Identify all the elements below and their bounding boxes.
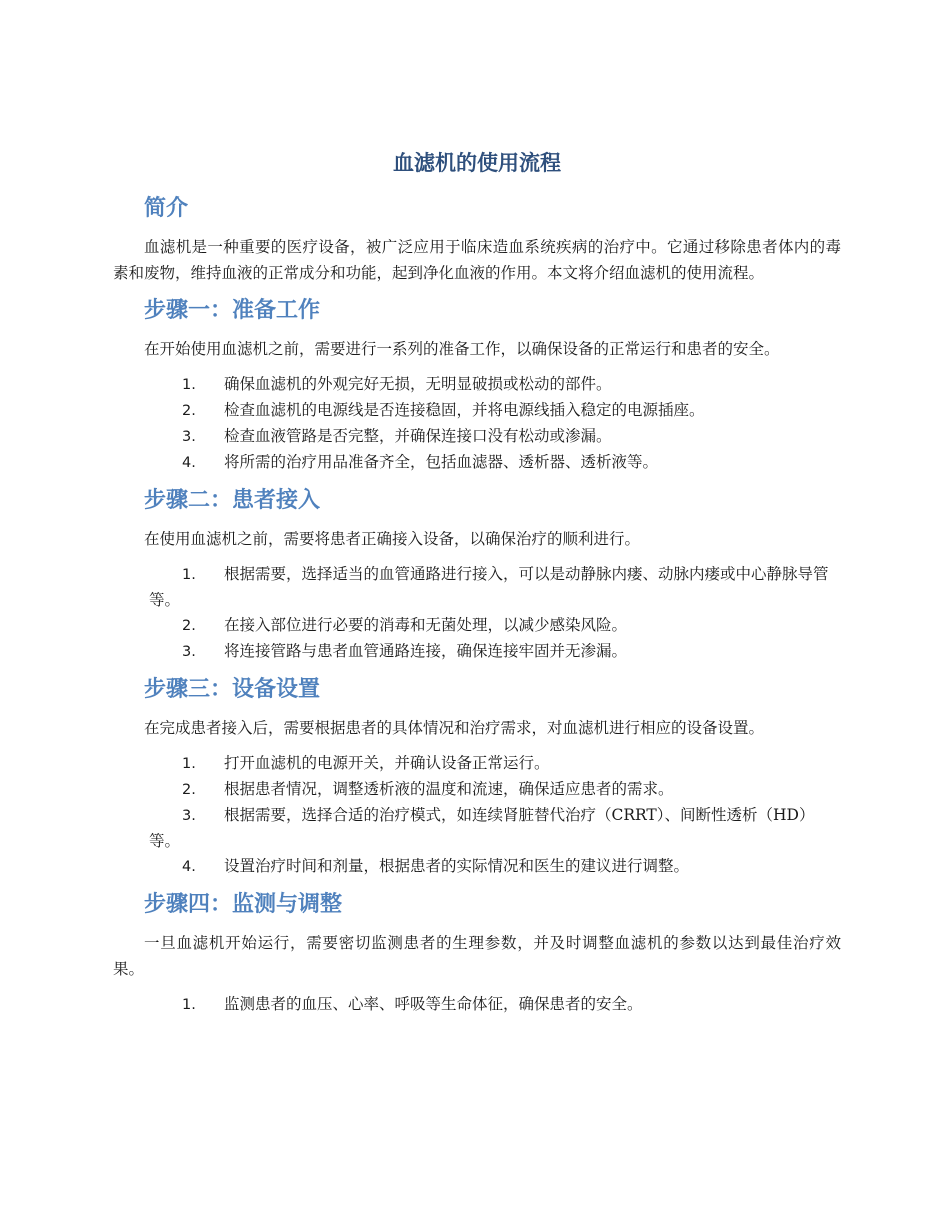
item-number: 3. <box>182 644 196 660</box>
item-text: 将连接管路与患者血管通路连接，确保连接牢固并无渗漏。 <box>224 642 628 660</box>
list-item <box>113 398 841 424</box>
item-number: 1. <box>182 567 196 583</box>
list-item <box>113 424 841 450</box>
item-number: 3. <box>182 808 196 824</box>
item-number: 1. <box>182 997 196 1013</box>
item-text: 根据需要，选择合适的治疗模式，如连续肾脏替代治疗（CRRT）、间断性透析（HD）等。 <box>149 806 815 850</box>
list-item <box>113 450 841 476</box>
list-item <box>113 803 841 854</box>
document-title: 血滤机的使用流程 <box>393 151 561 175</box>
section-paragraph: 在使用血滤机之前，需要将患者正确接入设备，以确保治疗的顺利进行。 <box>144 530 641 548</box>
list-item <box>113 372 841 398</box>
list-item <box>113 992 841 1018</box>
section-step-1 <box>113 296 841 476</box>
item-text: 根据需要，选择适当的血管通路进行接入，可以是动静脉内瘘、动脉内瘘或中心静脉导管等。 <box>149 565 829 609</box>
list-item <box>113 854 841 880</box>
list-item <box>113 613 841 639</box>
item-text: 打开血滤机的电源开关，并确认设备正常运行。 <box>224 754 550 772</box>
list-item <box>113 639 841 665</box>
item-number: 3. <box>182 429 196 445</box>
section-heading: 步骤三：设备设置 <box>144 677 321 702</box>
intro-heading: 简介 <box>144 196 189 221</box>
list-item <box>113 562 841 613</box>
section-paragraph: 在完成患者接入后，需要根据患者的具体情况和治疗需求，对血滤机进行相应的设备设置。 <box>144 719 765 737</box>
item-number: 2. <box>182 618 196 634</box>
item-number: 2. <box>182 403 196 419</box>
item-number: 4. <box>182 859 196 875</box>
item-text: 检查血滤机的电源线是否连接稳固，并将电源线插入稳定的电源插座。 <box>224 401 705 419</box>
item-text: 检查血液管路是否完整，并确保连接口没有松动或渗漏。 <box>224 427 612 445</box>
list-item <box>113 777 841 803</box>
section-paragraph: 一旦血滤机开始运行，需要密切监测患者的生理参数，并及时调整血滤机的参数以达到最佳治疗效果。 <box>113 934 841 978</box>
item-text: 确保血滤机的外观完好无损，无明显破损或松动的部件。 <box>224 375 612 393</box>
item-text: 将所需的治疗用品准备齐全，包括血滤器、透析器、透析液等。 <box>224 453 659 471</box>
item-text: 监测患者的血压、心率、呼吸等生命体征，确保患者的安全。 <box>224 995 643 1013</box>
item-number: 4. <box>182 455 196 471</box>
step-list <box>113 751 841 880</box>
item-text: 根据患者情况，调整透析液的温度和流速，确保适应患者的需求。 <box>224 780 674 798</box>
item-number: 1. <box>182 377 196 393</box>
step-list <box>113 992 841 1018</box>
step-list <box>113 562 841 665</box>
section-heading: 步骤四：监测与调整 <box>144 892 343 917</box>
section-heading: 步骤二：患者接入 <box>144 488 321 513</box>
section-paragraph: 在开始使用血滤机之前，需要进行一系列的准备工作，以确保设备的正常运行和患者的安全。 <box>144 340 780 358</box>
item-number: 2. <box>182 782 196 798</box>
item-number: 1. <box>182 756 196 772</box>
item-text: 在接入部位进行必要的消毒和无菌处理，以减少感染风险。 <box>224 616 628 634</box>
section-step-4 <box>113 890 841 1018</box>
step-list <box>113 372 841 476</box>
section-heading: 步骤一：准备工作 <box>144 298 321 323</box>
item-text: 设置治疗时间和剂量，根据患者的实际情况和医生的建议进行调整。 <box>224 857 690 875</box>
document-page <box>113 146 841 1028</box>
section-step-3 <box>113 675 841 880</box>
intro-paragraph: 血滤机是一种重要的医疗设备，被广泛应用于临床造血系统疾病的治疗中。它通过移除患者体内的毒素和废物，维持血液的正常成分和功能，起到净化血液的作用。本文将介绍血滤机的使用流程。 <box>113 238 841 282</box>
section-step-2 <box>113 486 841 665</box>
list-item <box>113 751 841 777</box>
